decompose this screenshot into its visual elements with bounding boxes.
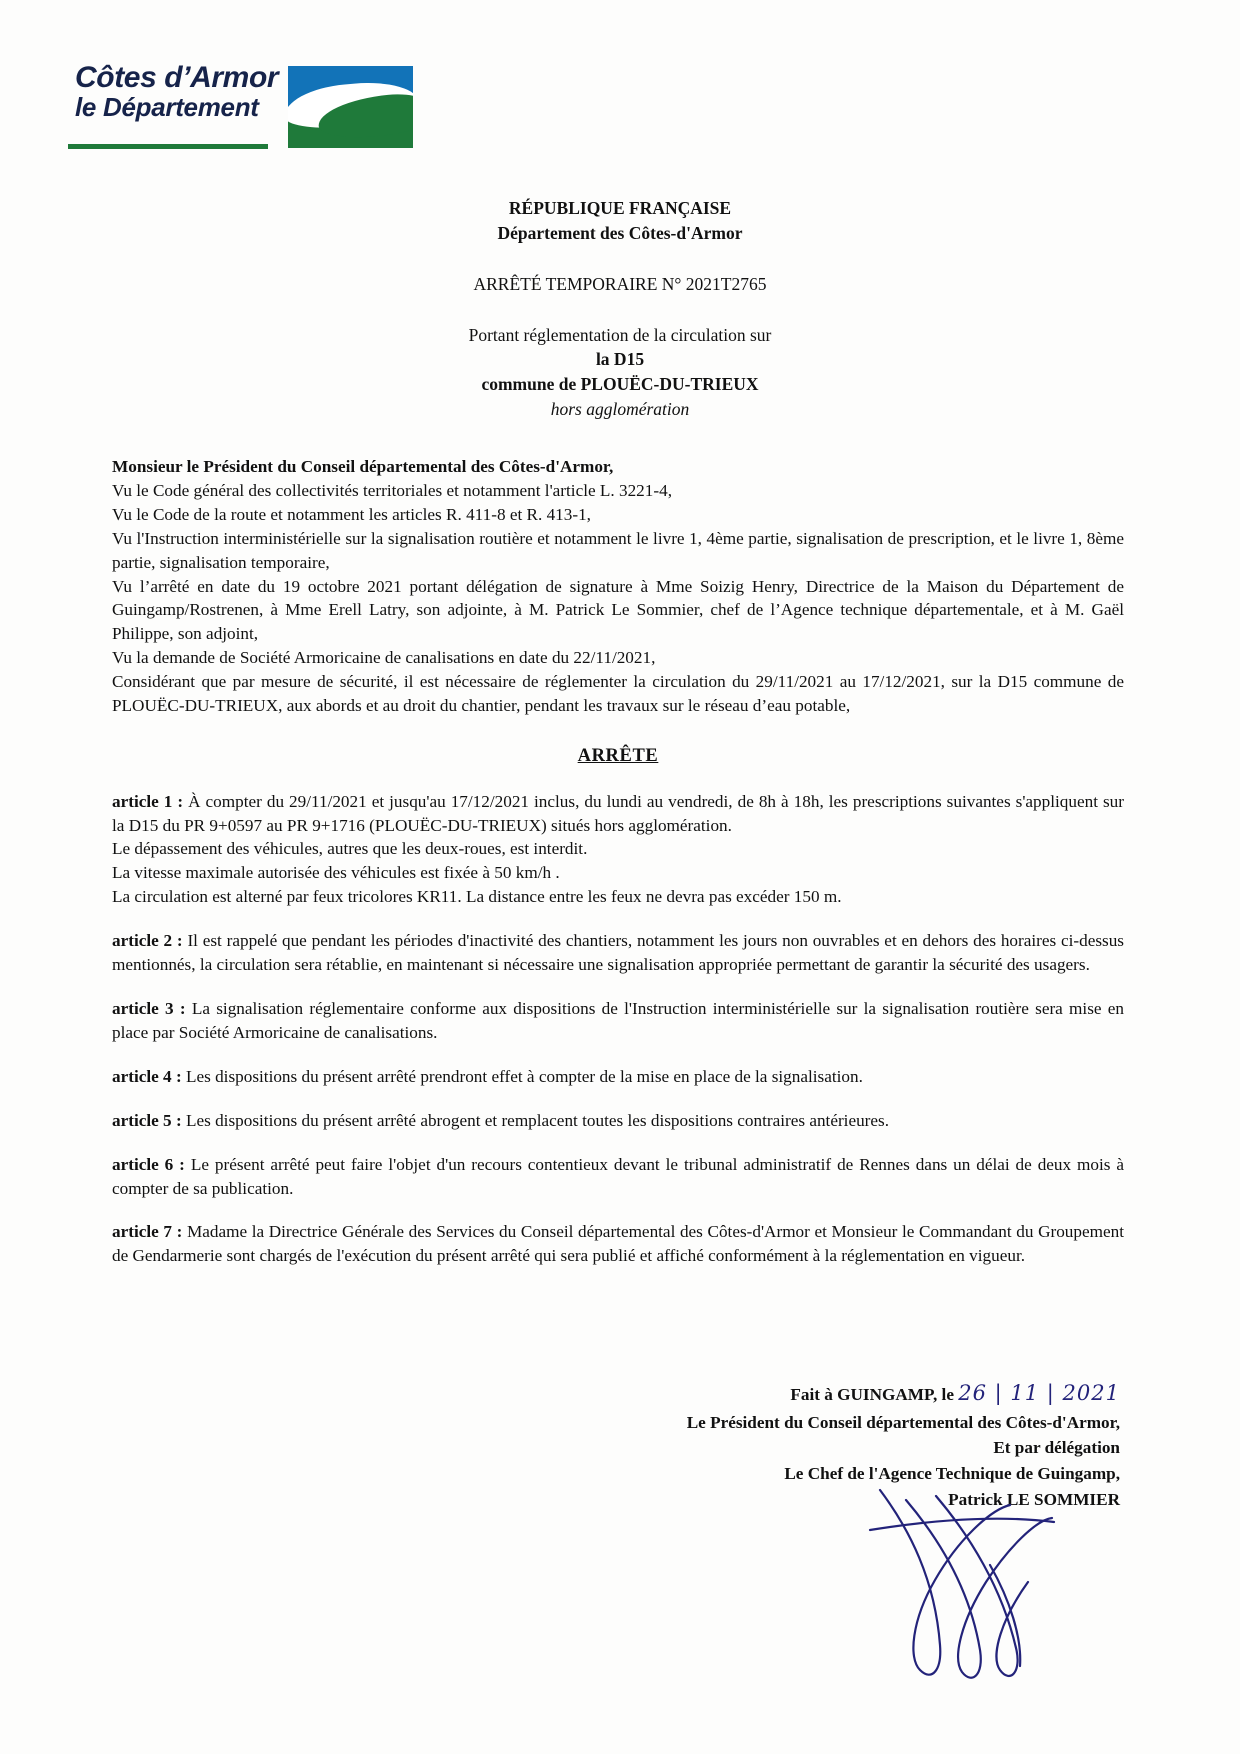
letterhead-underline	[68, 144, 268, 149]
article-4-label: article 4 :	[112, 1066, 186, 1086]
article-1-paragraph: La vitesse maximale autorisée des véhicules est fixée à 50 km/h .	[112, 863, 560, 883]
signature-line-1: Le Président du Conseil départemental des Côtes-d'Armor,	[686, 1412, 1120, 1432]
signature-handwritten-date: 26 | 11 | 2021	[958, 1381, 1120, 1405]
subject-road: la D15	[595, 349, 645, 370]
preamble-item: Vu la demande de Société Armoricaine de canalisations en date du 22/11/2021,	[112, 648, 656, 668]
article-3-text: La signalisation réglementaire conforme aux dispositions de l'Instruction interministérielle sur la signalisation routière sera mise en place par Société Armoricaine de canalisations.	[112, 999, 1124, 1042]
article-1-paragraph: La circulation est alterné par feux tricolores KR11. La distance entre les feux ne devra pas excéder 150 m.	[112, 887, 842, 907]
document-body	[112, 455, 1124, 1268]
article-4-text: Les dispositions du présent arrêté prendront effet à compter de la mise en place de la signalisation.	[185, 1066, 863, 1086]
article-2-text: Il est rappelé que pendant les périodes d'inactivité des chantiers, notamment les jours non ouvrables et en dehors des horaires ci-dessus mentionnés, la circulation sera rétablie, en maintenant si nécessaire une signalisation appropriée permettant de garantir la sécurité des usagers.	[112, 931, 1124, 975]
decree-number: ARRÊTÉ TEMPORAIRE N° 2021T2765	[473, 273, 767, 294]
republic-title: RÉPUBLIQUE FRANÇAISE	[508, 198, 732, 218]
article-5	[112, 1109, 1124, 1133]
article-7-label: article 7 :	[112, 1222, 187, 1242]
article-3	[112, 997, 1124, 1045]
letterhead-line1: Côtes d’Armor	[75, 61, 279, 94]
preamble-item: Vu l'Instruction interministérielle sur la signalisation routière et notamment le livre 1, 4ème partie, signalisation de prescription, et le livre 1, 8ème partie, signalisation temporaire,	[112, 528, 1124, 572]
article-1-text: À compter du 29/11/2021 et jusqu'au 17/12/2021 inclus, du lundi au vendredi, de 8h à 18h, les prescriptions suivantes s'appliquent sur la D15 du PR 9+0597 au PR 9+1716 (PLOUËC-DU-TRIEUX) situés hors agglomération.	[112, 791, 1124, 835]
signature-line-3: Le Chef de l'Agence Technique de Guingamp,	[784, 1464, 1120, 1484]
article-5-label: article 5 :	[112, 1110, 186, 1130]
preamble-item: Vu le Code de la route et notamment les articles R. 411-8 et R. 413-1,	[112, 504, 591, 524]
article-7	[112, 1220, 1124, 1268]
article-6-text: Le présent arrêté peut faire l'objet d'un recours contentieux devant le tribunal administratif de Rennes dans un délai de deux mois à compter de sa publication.	[112, 1154, 1124, 1198]
signature-block	[560, 1378, 1120, 1513]
letterhead-line2: le Département	[75, 91, 259, 122]
article-5-paragraph	[112, 1109, 1124, 1133]
subject-line: Portant réglementation de la circulation sur	[468, 324, 772, 345]
article-1-label: article 1 :	[112, 791, 189, 811]
article-3-paragraph	[112, 997, 1124, 1045]
article-6	[112, 1153, 1124, 1201]
article-1-paragraph: Le dépassement des véhicules, autres que les deux-roues, est interdit.	[112, 839, 588, 859]
arrete-heading: ARRÊTE	[577, 745, 659, 766]
article-4	[112, 1065, 1124, 1089]
article-3-label: article 3 :	[112, 999, 192, 1019]
letterhead	[60, 62, 480, 162]
article-1-paragraph	[112, 790, 1124, 838]
department-logo-icon	[288, 66, 413, 148]
article-7-text: Madame la Directrice Générale des Services du Conseil départemental des Côtes-d'Armor et Monsieur le Commandant du Groupement de Gendarmerie sont chargés de l'exécution du présent arrêté qui sera publié et affiché conformément à la réglementation en vigueur.	[112, 1222, 1124, 1266]
signature-place-label: Fait à GUINGAMP, le	[790, 1385, 954, 1404]
department-title: Département des Côtes-d'Armor	[497, 222, 743, 243]
preamble-item: Vu le Code général des collectivités territoriales et notamment l'article L. 3221-4,	[112, 480, 672, 500]
subject-commune: commune de PLOUËC-DU-TRIEUX	[481, 374, 759, 395]
article-7-paragraph	[112, 1220, 1124, 1268]
document-header	[120, 196, 1120, 422]
article-2-label: article 2 :	[112, 931, 188, 951]
signature-place-date	[560, 1378, 1120, 1410]
subject-scope: hors agglomération	[550, 399, 690, 420]
article-2-paragraph	[112, 929, 1124, 977]
preamble-item: Vu l’arrêté en date du 19 octobre 2021 portant délégation de signature à Mme Soizig Henry, Directrice de la Maison du Département de Guingamp/Rostrenen, à Mme Erell Latry, son adjointe, à M. Patrick Le Sommier, chef de l’Agence technique départementale, et à M. Gaël Philippe, son adjoint,	[112, 576, 1124, 644]
letterhead-text	[75, 62, 320, 121]
preamble-item: Considérant que par mesure de sécurité, il est nécessaire de réglementer la circulation du 29/11/2021 au 17/12/2021, sur la D15 commune de PLOUËC-DU-TRIEUX, aux abords et au droit du chantier, pendant les travaux sur le réseau d’eau potable,	[112, 672, 1124, 716]
article-5-text: Les dispositions du présent arrêté abrogent et remplacent toutes les dispositions contraires antérieures.	[185, 1110, 890, 1130]
signature-line-4: Patrick LE SOMMIER	[948, 1489, 1120, 1509]
article-6-paragraph	[112, 1153, 1124, 1201]
article-1	[112, 790, 1124, 910]
article-2	[112, 929, 1124, 977]
preamble-title: Monsieur le Président du Conseil départemental des Côtes-d'Armor,	[112, 457, 614, 476]
article-4-paragraph	[112, 1065, 1124, 1089]
article-6-label: article 6 :	[112, 1154, 191, 1174]
signature-line-2: Et par délégation	[993, 1438, 1120, 1458]
